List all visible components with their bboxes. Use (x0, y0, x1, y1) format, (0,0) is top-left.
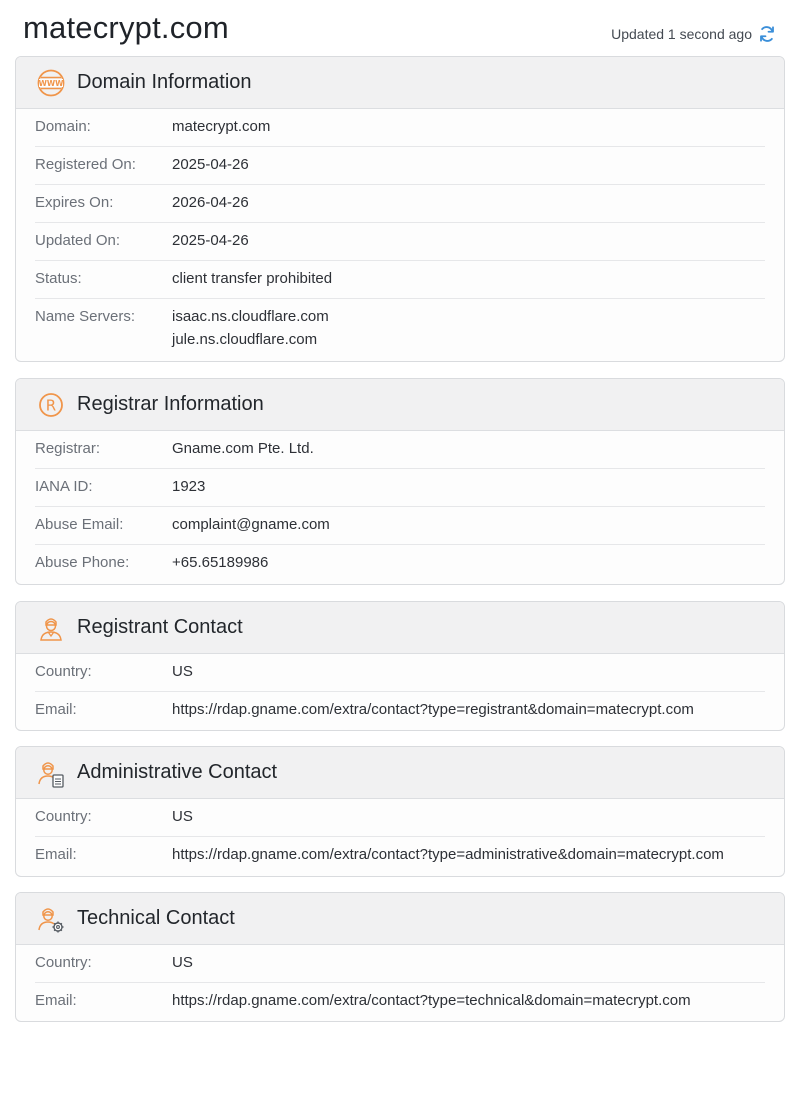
info-row (35, 109, 765, 147)
card-header (16, 893, 784, 945)
row-value: matecrypt.com (172, 118, 271, 135)
row-label: Updated On: (35, 232, 121, 249)
info-row (35, 837, 765, 875)
administrative-contact-card (15, 746, 785, 877)
row-value: US (172, 808, 193, 825)
card-header (16, 379, 784, 431)
info-row (35, 469, 765, 507)
row-label: Registrar: (35, 440, 101, 457)
person-gear-icon (36, 904, 66, 934)
page-header (0, 0, 800, 56)
info-row (35, 945, 765, 983)
row-value: https://rdap.gname.com/extra/contact?type=administrative&domain=matecrypt.com (172, 846, 724, 863)
domain-information-card (15, 56, 785, 362)
info-row (35, 147, 765, 185)
row-value: 2026-04-26 (172, 194, 249, 211)
info-row (35, 185, 765, 223)
info-row (35, 545, 765, 583)
row-value: +65.65189986 (172, 554, 269, 571)
row-value: client transfer prohibited (172, 270, 333, 287)
page-title: matecrypt.com (23, 10, 229, 45)
card-header (16, 57, 784, 109)
row-label: Email: (35, 846, 77, 863)
card-header (16, 602, 784, 654)
registrar-information-card (15, 378, 785, 585)
row-label: Abuse Phone: (35, 554, 130, 571)
card-title: Technical Contact (77, 907, 235, 929)
row-value: Gname.com Pte. Ltd. (172, 440, 314, 457)
row-label: Status: (35, 270, 82, 287)
name-server-2: jule.ns.cloudflare.com (172, 330, 318, 348)
row-value: https://rdap.gname.com/extra/contact?type=technical&domain=matecrypt.com (172, 992, 691, 1009)
row-label: Domain: (35, 118, 91, 135)
name-server-1: isaac.ns.cloudflare.com (172, 308, 329, 325)
person-icon (36, 613, 66, 643)
row-value: US (172, 954, 193, 971)
info-row (35, 261, 765, 299)
card-title: Administrative Contact (77, 761, 278, 783)
info-row (35, 983, 765, 1021)
row-label: Country: (35, 808, 92, 825)
refresh-icon[interactable] (758, 25, 776, 43)
info-row (35, 431, 765, 469)
updated-status (611, 25, 776, 43)
card-title: Registrar Information (77, 393, 264, 415)
technical-contact-card (15, 892, 785, 1022)
row-label: Email: (35, 701, 77, 718)
info-row (35, 799, 765, 837)
svg-text:WWW: WWW (38, 78, 64, 88)
card-title: Registrant Contact (77, 616, 243, 638)
card-title: Domain Information (77, 71, 252, 93)
row-label: Name Servers: (35, 308, 136, 325)
row-value: US (172, 663, 193, 680)
svg-text:R: R (45, 396, 57, 414)
row-value: 1923 (172, 478, 206, 495)
row-label: Abuse Email: (35, 516, 124, 533)
row-label: Country: (35, 954, 92, 971)
card-header (16, 747, 784, 799)
row-label: Registered On: (35, 156, 136, 173)
info-row (35, 223, 765, 261)
row-label: IANA ID: (35, 478, 93, 495)
row-value: 2025-04-26 (172, 156, 249, 173)
www-globe-icon (36, 68, 66, 98)
info-row (35, 299, 765, 359)
info-row (35, 692, 765, 730)
info-row (35, 654, 765, 692)
row-label: Expires On: (35, 194, 114, 211)
row-value (172, 306, 329, 351)
row-value: https://rdap.gname.com/extra/contact?type=registrant&domain=matecrypt.com (172, 701, 694, 718)
row-label: Country: (35, 663, 92, 680)
registered-icon (36, 390, 66, 420)
row-value: 2025-04-26 (172, 232, 249, 249)
registrant-contact-card (15, 601, 785, 731)
info-row (35, 507, 765, 545)
row-label: Email: (35, 992, 77, 1009)
person-clipboard-icon (36, 758, 66, 788)
row-value: complaint@gname.com (172, 516, 330, 533)
updated-text: Updated 1 second ago (611, 26, 752, 42)
